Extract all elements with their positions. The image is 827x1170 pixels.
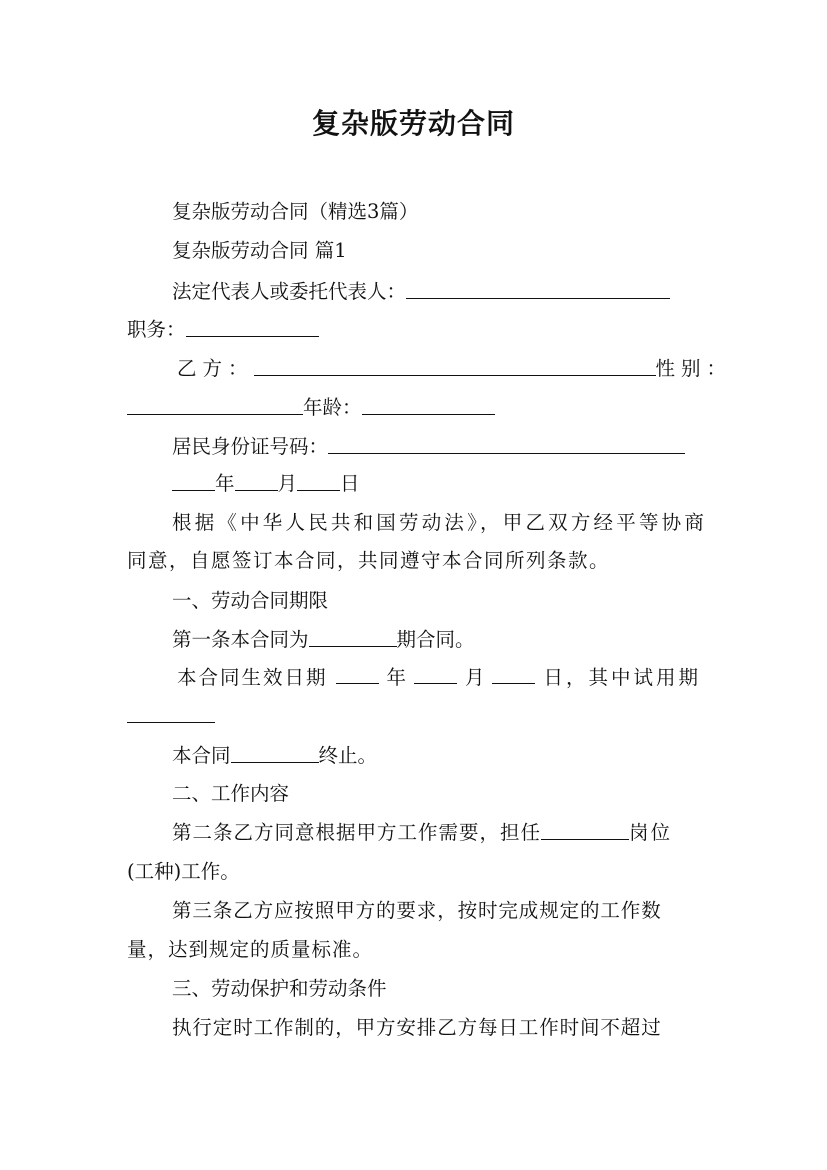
article-2-text: 第二条乙方同意根据甲方工作需要，担任 — [172, 821, 542, 844]
document-title: 复杂版劳动合同 — [311, 107, 515, 140]
id-number-blank — [328, 435, 685, 454]
effective-year-label: 年 — [386, 666, 406, 689]
article-1-text: 第一条本合同为 — [172, 628, 309, 651]
year-blank — [172, 472, 215, 491]
termination-line — [172, 743, 377, 769]
representative-line — [172, 279, 670, 305]
id-number-label: 居民身份证号码： — [172, 435, 329, 458]
effective-year-blank — [336, 665, 379, 684]
effective-date-line — [177, 665, 701, 691]
article-3-line-1: 第三条乙方应按照甲方的要求，按时完成规定的工作数 — [172, 899, 662, 922]
effective-month-label: 月 — [464, 666, 485, 689]
day-label: 日 — [340, 472, 360, 495]
article-1-line — [172, 627, 475, 653]
intro-line-1: 根据《中华人民共和国劳动法》，甲乙双方经平等协商 — [172, 511, 708, 534]
party-b-line — [177, 356, 732, 382]
article-3-line-2: 量，达到规定的质量标准。 — [127, 938, 374, 961]
age-label: 年龄： — [303, 396, 362, 419]
gender-label: 性别： — [655, 357, 733, 380]
subtitle: 复杂版劳动合同（精选3篇） — [172, 200, 419, 223]
termination-blank — [231, 744, 319, 763]
article-2-continued: (工种)工作。 — [127, 860, 240, 883]
gender-blank — [127, 396, 303, 415]
effective-day-blank — [492, 665, 535, 684]
month-blank — [235, 472, 278, 491]
position-label: 职务： — [127, 318, 186, 341]
party-b-blank — [254, 357, 656, 376]
article-2-line — [172, 820, 672, 846]
section-2-heading: 二、工作内容 — [172, 782, 290, 805]
year-label: 年 — [215, 472, 235, 495]
article-2-suffix: 岗位 — [629, 821, 673, 844]
probation-blank-line — [127, 703, 215, 729]
representative-label: 法定代表人或委托代表人： — [172, 280, 407, 303]
section-1-heading: 一、劳动合同期限 — [172, 589, 329, 612]
representative-blank — [406, 280, 670, 299]
probation-blank — [127, 704, 215, 723]
effective-date-text: 本合同生效日期 — [177, 666, 328, 689]
job-position-blank — [541, 821, 629, 840]
effective-month-blank — [414, 665, 457, 684]
date-line — [172, 471, 360, 497]
probation-text: 日，其中试用期 — [543, 666, 701, 689]
termination-suffix: 终止。 — [318, 744, 378, 767]
id-number-line — [172, 434, 685, 460]
working-hours-line: 执行定时工作制的，甲方安排乙方每日工作时间不超过 — [172, 1016, 662, 1039]
contract-term-blank — [309, 628, 397, 647]
section-3-heading: 三、劳动保护和劳动条件 — [172, 977, 387, 1000]
day-blank — [297, 472, 340, 491]
age-blank — [362, 396, 495, 415]
position-line — [127, 317, 319, 343]
position-blank — [186, 318, 319, 337]
age-line — [127, 395, 495, 421]
party-b-label: 乙方： — [177, 357, 254, 380]
article-1-suffix: 期合同。 — [396, 628, 475, 651]
part-heading: 复杂版劳动合同 篇1 — [172, 239, 347, 262]
intro-line-2: 同意，自愿签订本合同，共同遵守本合同所列条款。 — [127, 549, 611, 572]
termination-text: 本合同 — [172, 744, 231, 767]
month-label: 月 — [277, 472, 298, 495]
